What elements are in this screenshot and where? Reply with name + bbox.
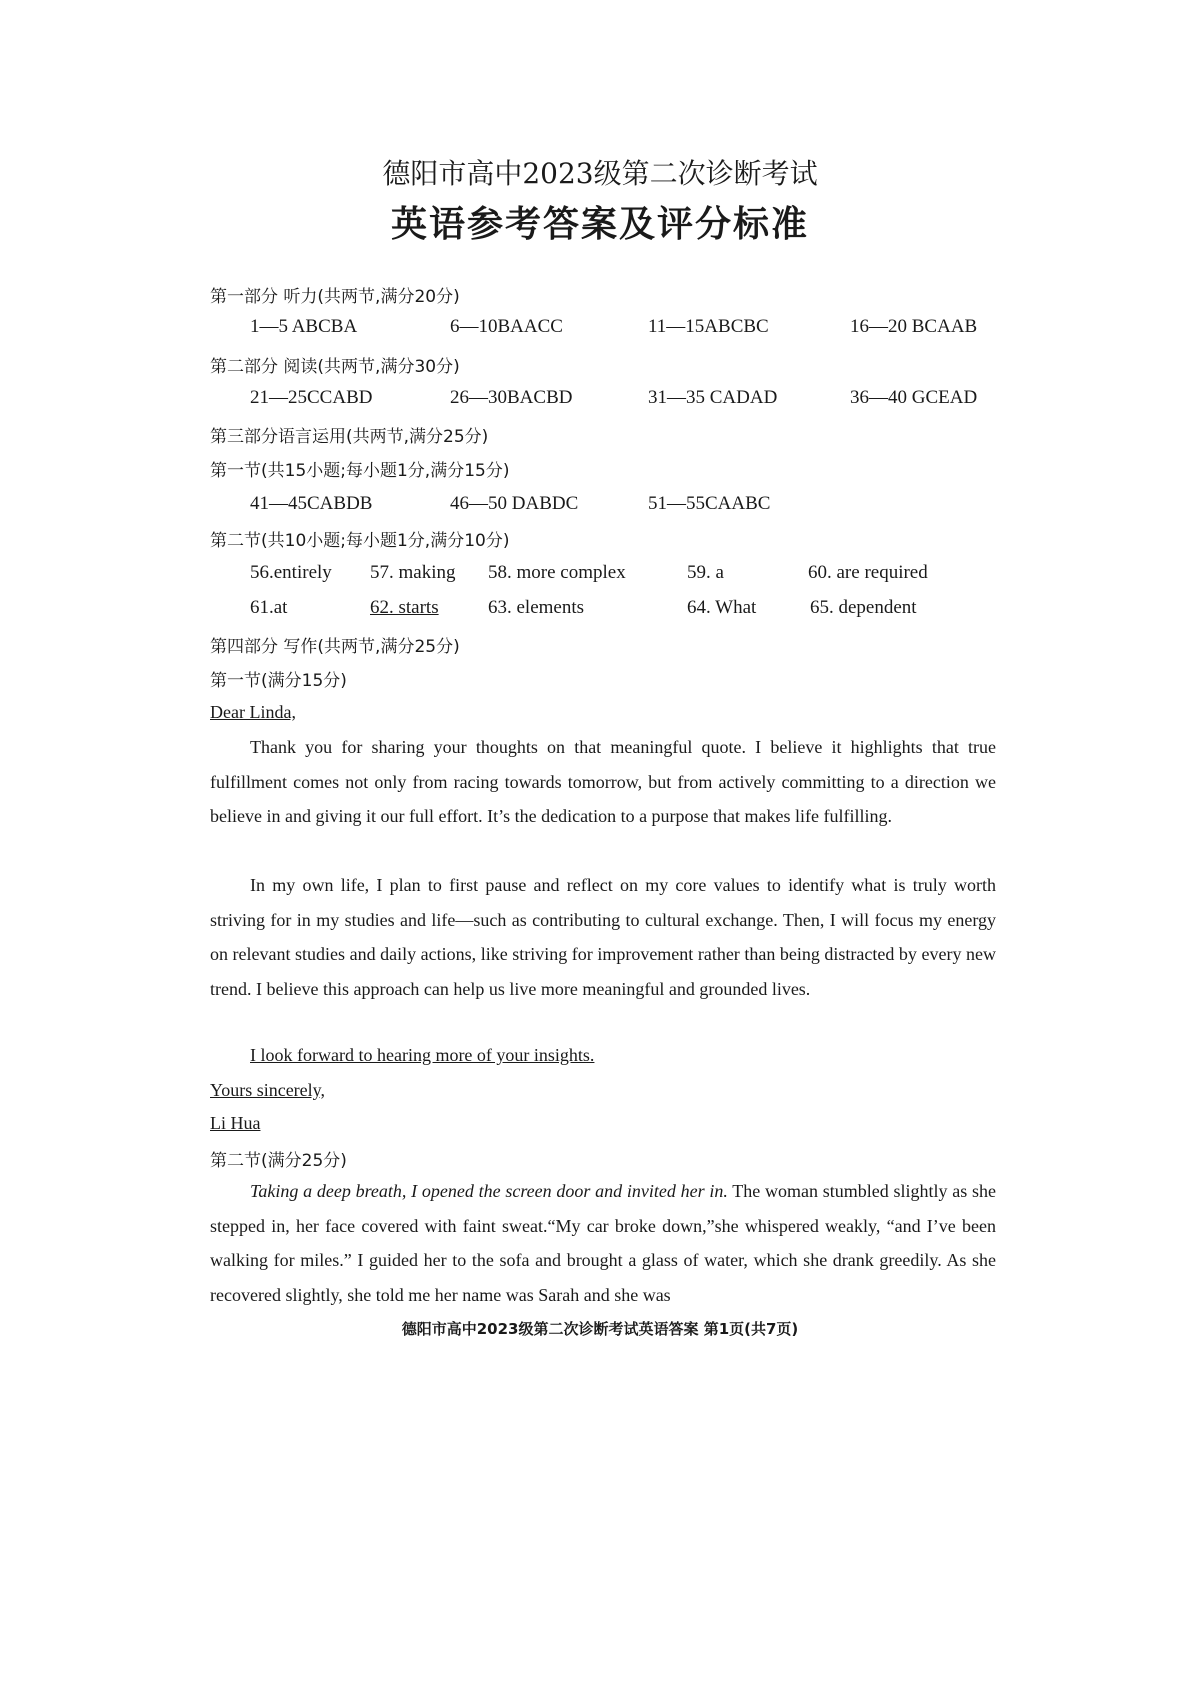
part4-section1-heading: 第一节(满分15分) — [210, 671, 347, 691]
fill-answer: 57. making — [370, 562, 456, 583]
answer-group: 11—15ABCBC — [648, 316, 769, 337]
fill-answer: 63. elements — [488, 597, 585, 618]
answer-group: 51—55CAABC — [648, 493, 771, 514]
fill-answer: 61.at — [250, 597, 288, 618]
fill-answer: 62. starts — [370, 597, 439, 618]
letter-closing: Yours sincerely, — [210, 1080, 325, 1100]
answer-group: 46—50 DABDC — [450, 493, 579, 514]
part2-heading: 第二部分 阅读(共两节,满分30分) — [210, 357, 460, 377]
part1-heading: 第一部分 听力(共两节,满分20分) — [210, 287, 460, 307]
letter-salutation: Dear Linda, — [210, 702, 296, 722]
part3-section2-heading: 第二节(共10小题;每小题1分,满分10分) — [210, 531, 510, 551]
answer-group: 41—45CABDB — [250, 493, 373, 514]
fill-answer: 65. dependent — [810, 597, 917, 618]
part4-section2-heading: 第二节(满分25分) — [210, 1151, 347, 1171]
story-paragraph — [210, 1174, 996, 1312]
answer-group: 36—40 GCEAD — [850, 387, 978, 408]
fill-answer: 60. are required — [808, 562, 928, 583]
answer-group: 31—35 CADAD — [648, 387, 778, 408]
part4-heading: 第四部分 写作(共两节,满分25分) — [210, 637, 460, 657]
fill-answer: 59. a — [687, 562, 724, 583]
letter-paragraph-2: In my own life, I plan to first pause and reflect on my core values to identify what is truly worth striving for in my studies and life—such as contributing to cultural exchange. Then, I will focus my energy on relevant studies and daily actions, like striving for improvement rather than being distracted by every new trend. I believe this approach can help us live more meaningful and grounded lives. — [210, 875, 996, 999]
story-continuation: The woman stumbled slightly as she stepped in, her face covered with faint sweat.“My car broke down,”she whispered weakly, “and I’ve been walking for miles.” I guided her to the sofa and brought a glass of water, which she drank greedily. As she recovered slightly, she told me her name was Sarah and she was — [210, 1181, 996, 1305]
part3-section1-heading: 第一节(共15小题;每小题1分,满分15分) — [210, 461, 510, 481]
answer-key-title: 英语参考答案及评分标准 — [390, 203, 809, 245]
page-footer: 德阳市高中2023级第二次诊断考试英语答案 第1页(共7页) — [401, 1320, 799, 1338]
letter-signature: Li Hua — [210, 1113, 261, 1133]
letter-paragraph-3: I look forward to hearing more of your insights. — [250, 1045, 595, 1065]
fill-answer: 56.entirely — [250, 562, 332, 583]
exam-title: 德阳市高中2023级第二次诊断考试 — [382, 157, 818, 190]
part3-heading: 第三部分语言运用(共两节,满分25分) — [210, 427, 489, 447]
story-opening-sentence: Taking a deep breath, I opened the screen door and invited her in. — [250, 1181, 728, 1201]
answer-group: 16—20 BCAAB — [850, 316, 978, 337]
fill-answer: 58. more complex — [488, 562, 626, 583]
answer-group: 1—5 ABCBA — [250, 316, 358, 337]
fill-answer: 64. What — [687, 597, 757, 618]
answer-group: 26—30BACBD — [450, 387, 573, 408]
answer-group: 6—10BAACC — [450, 316, 563, 337]
answer-group: 21—25CCABD — [250, 387, 373, 408]
letter-paragraph-1: Thank you for sharing your thoughts on that meaningful quote. I believe it highlights that true fulfillment comes not only from racing towards tomorrow, but from actively committing to a direction we believe in and giving it our full effort. It’s the dedication to a purpose that makes life fulfilling. — [210, 737, 996, 826]
